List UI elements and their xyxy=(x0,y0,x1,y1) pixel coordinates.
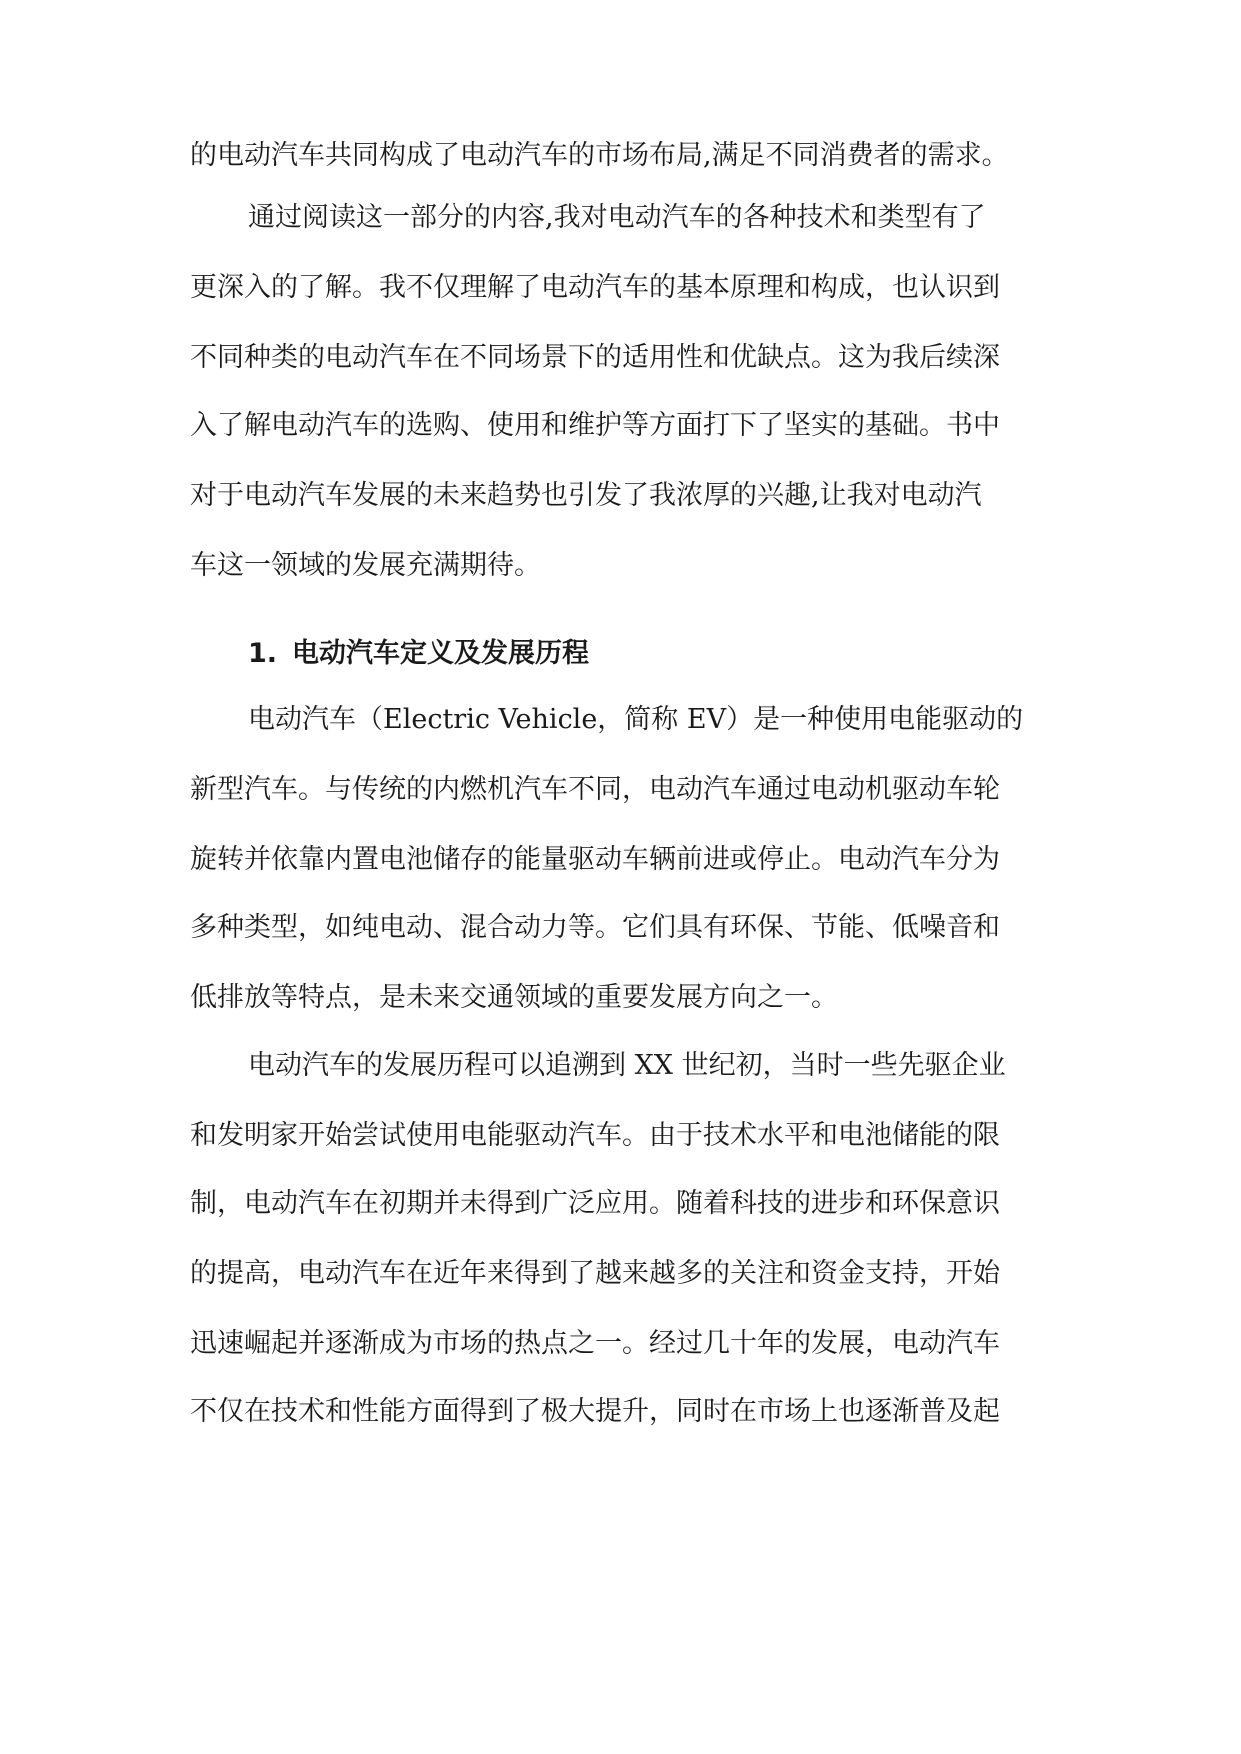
section-heading xyxy=(248,634,589,674)
paragraph-line: 通过阅读这一部分的内容,我对电动汽车的各种技术和类型有了 xyxy=(248,202,986,233)
paragraph-line: 不仅在技术和性能方面得到了极大提升，同时在市场上也逐渐普及起 xyxy=(190,1396,1000,1427)
section-title: 电动汽车定义及发展历程 xyxy=(292,638,589,669)
paragraph-line: 车这一领域的发展充满期待。 xyxy=(190,550,541,581)
paragraph-line: 不同种类的电动汽车在不同场景下的适用性和优缺点。这为我后续深 xyxy=(190,342,1000,373)
paragraph-line: 电动汽车（Electric Vehicle，简称 EV）是一种使用电能驱动的 xyxy=(248,704,1024,735)
paragraph-line: 旋转并依靠内置电池储存的能量驱动车辆前进或停止。电动汽车分为 xyxy=(190,844,1000,875)
paragraph-line: 的提高，电动汽车在近年来得到了越来越多的关注和资金支持，开始 xyxy=(190,1258,1000,1289)
paragraph-line: 电动汽车的发展历程可以追溯到 XX 世纪初，当时一些先驱企业 xyxy=(248,1050,1006,1081)
paragraph-line: 入了解电动汽车的选购、使用和维护等方面打下了坚实的基础。书中 xyxy=(190,410,1000,441)
paragraph-line: 新型汽车。与传统的内燃机汽车不同，电动汽车通过电动机驱动车轮 xyxy=(190,774,1000,805)
section-number: 1. xyxy=(248,638,278,669)
paragraph-line: 低排放等特点，是未来交通领域的重要发展方向之一。 xyxy=(190,982,838,1013)
paragraph-line: 制，电动汽车在初期并未得到广泛应用。随着科技的进步和环保意识 xyxy=(190,1188,1000,1219)
paragraph-line: 多种类型，如纯电动、混合动力等。它们具有环保、节能、低噪音和 xyxy=(190,912,1000,943)
paragraph-line: 更深入的了解。我不仅理解了电动汽车的基本原理和构成，也认识到 xyxy=(190,272,1000,303)
paragraph-line: 对于电动汽车发展的未来趋势也引发了我浓厚的兴趣,让我对电动汽 xyxy=(190,480,982,511)
paragraph-line: 迅速崛起并逐渐成为市场的热点之一。经过几十年的发展，电动汽车 xyxy=(190,1328,1000,1359)
paragraph-line: 的电动汽车共同构成了电动汽车的市场布局,满足不同消费者的需求。 xyxy=(190,140,1009,171)
paragraph-line: 和发明家开始尝试使用电能驱动汽车。由于技术水平和电池储能的限 xyxy=(190,1120,1000,1151)
